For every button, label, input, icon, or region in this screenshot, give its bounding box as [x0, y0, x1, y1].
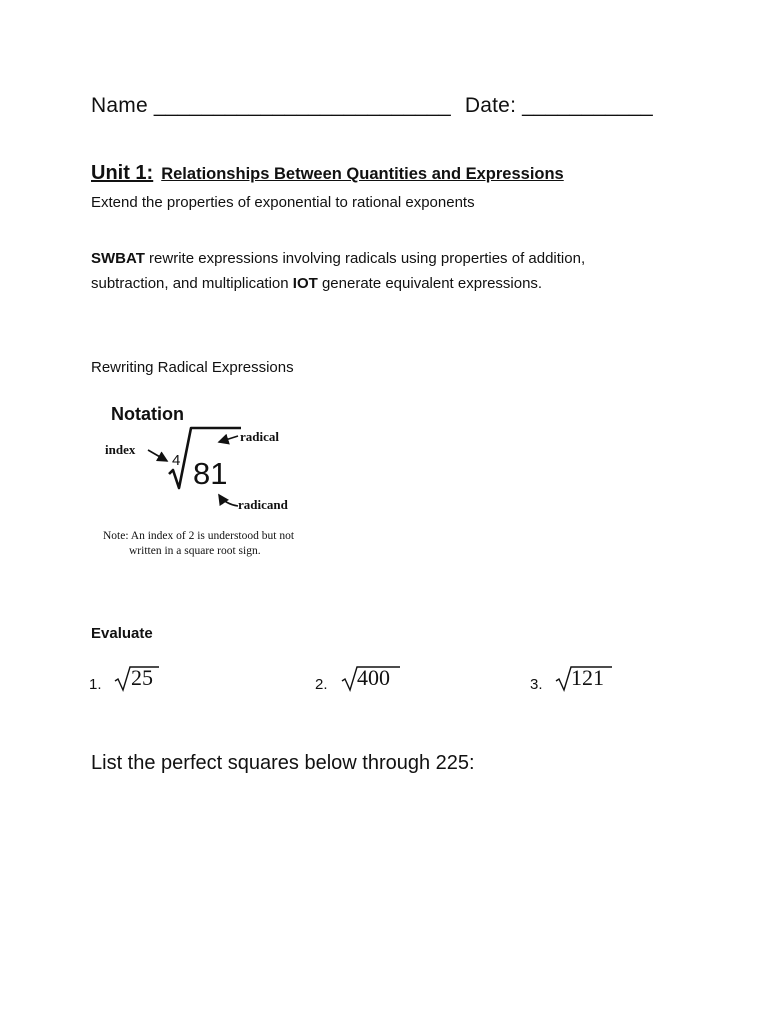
- problem-radicand: 121: [571, 665, 604, 690]
- problem-number: 1.: [89, 676, 102, 693]
- notation-note: [103, 529, 313, 559]
- note-line-1: Note: An index of 2 is understood but not: [103, 530, 295, 542]
- unit-label: Unit 1:: [91, 162, 154, 184]
- index-label: index: [105, 442, 136, 457]
- problem-radicand: 25: [131, 665, 153, 690]
- section-title: Rewriting Radical Expressions: [91, 359, 294, 376]
- radicand-label: radicand: [238, 497, 288, 512]
- notation-figure: [95, 398, 305, 568]
- radicand-arrow-icon: [219, 495, 238, 506]
- radical-arrow-icon: [219, 436, 238, 442]
- problem-number: 3.: [530, 676, 543, 693]
- index-arrow-icon: [148, 450, 167, 461]
- problem-2: [315, 664, 435, 700]
- date-blank[interactable]: ___________: [522, 94, 653, 117]
- date-label: Date:: [464, 94, 517, 117]
- problem-1: [89, 664, 209, 700]
- problem-3: [530, 664, 650, 700]
- objective-text-1: rewrite expressions involving radicals using properties of addition, subtraction, and multiplication: [91, 250, 586, 292]
- objective-paragraph: [91, 246, 651, 296]
- index-value: 4: [172, 452, 181, 469]
- standard-text: Extend the properties of exponential to rational exponents: [91, 194, 475, 211]
- name-date-line: [91, 94, 653, 118]
- perfect-squares-prompt: List the perfect squares below through 225:: [91, 752, 475, 774]
- unit-heading: [91, 162, 564, 185]
- problem-number: 2.: [315, 676, 328, 693]
- name-label: Name: [91, 94, 148, 117]
- objective-swbat: SWBAT: [91, 250, 145, 267]
- radical-label: radical: [240, 429, 279, 444]
- notation-title: Notation: [111, 404, 184, 424]
- unit-title: Relationships Between Quantities and Expressions: [161, 165, 564, 183]
- problem-radicand: 400: [357, 665, 390, 690]
- evaluate-heading: Evaluate: [91, 625, 153, 642]
- objective-text-2: generate equivalent expressions.: [317, 275, 543, 292]
- radicand-value: 81: [193, 456, 228, 491]
- objective-iot: IOT: [292, 275, 318, 292]
- name-blank[interactable]: _________________________: [153, 94, 451, 117]
- note-line-2: written in a square root sign.: [129, 545, 261, 557]
